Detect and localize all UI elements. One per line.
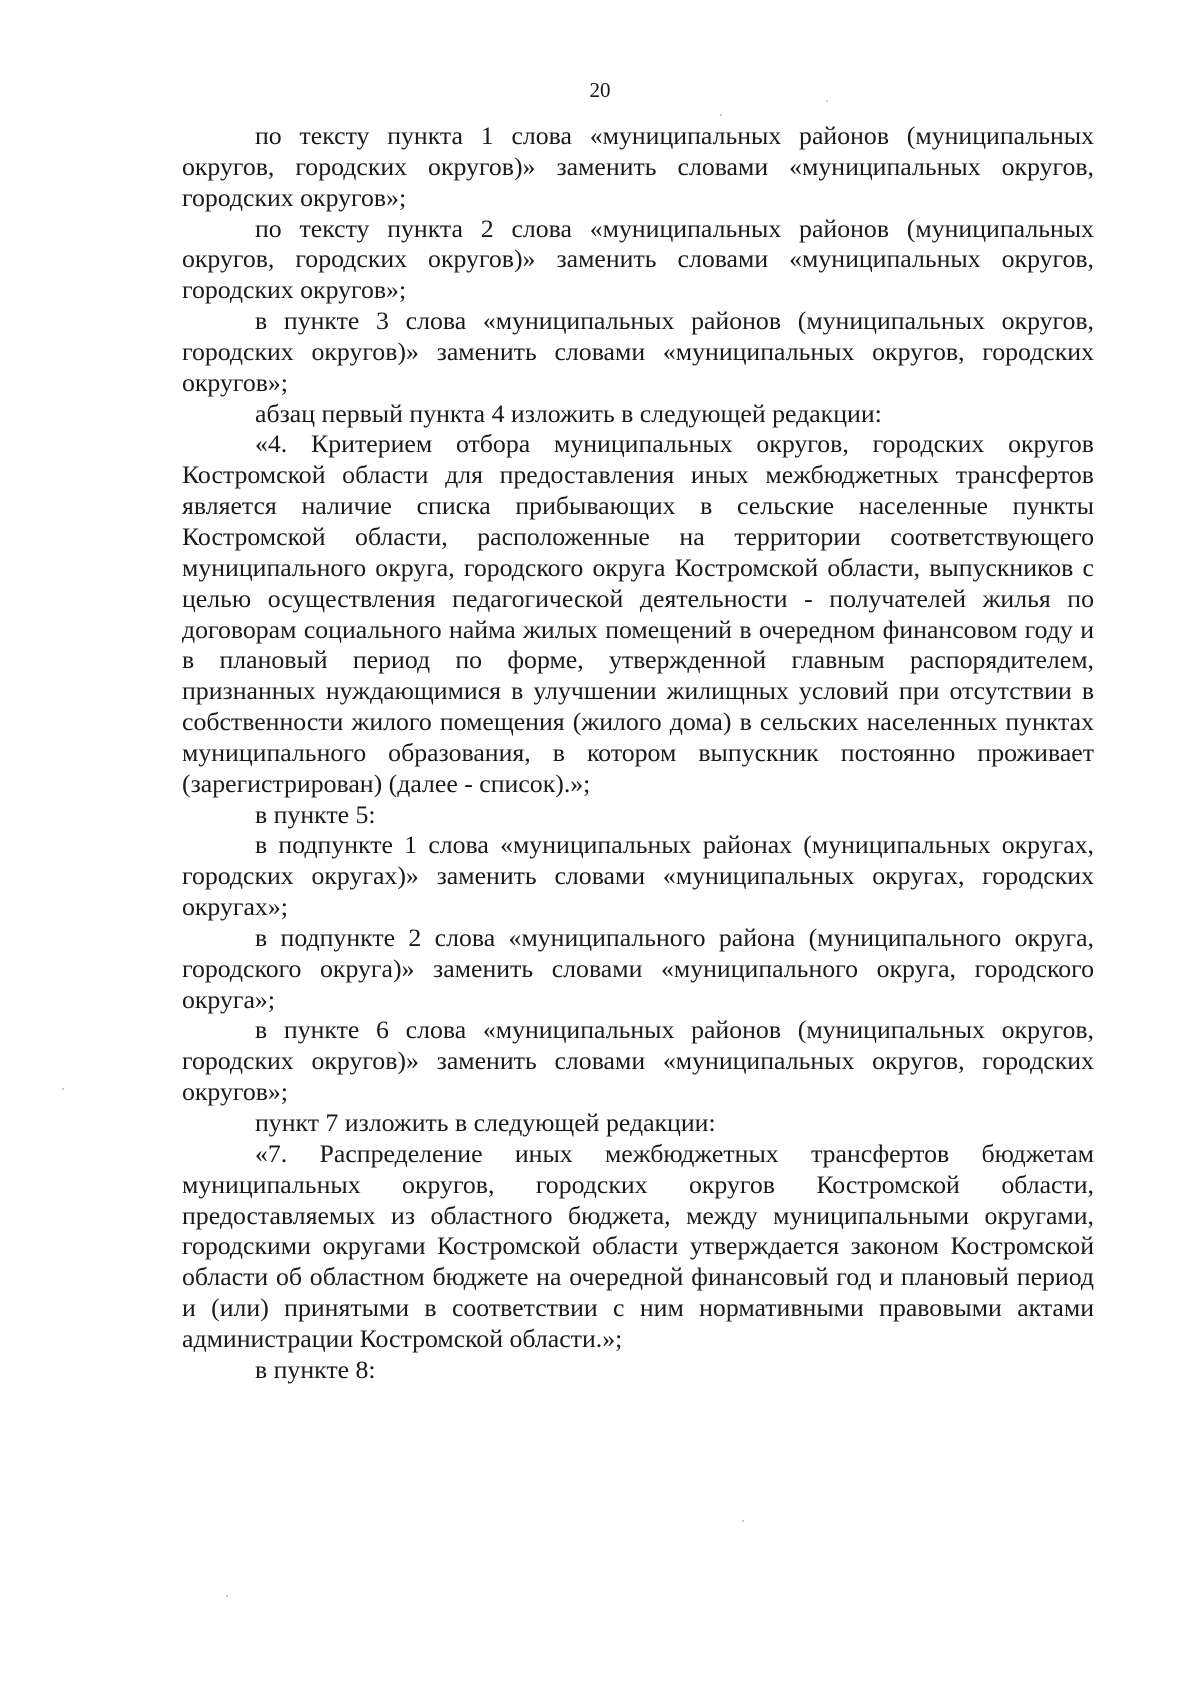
page-number: 20 (589, 78, 611, 102)
paragraph: в пункте 3 слова «муниципальных районов (муниципальных округов, городских округов)» заменить словами «муниципальных округов, городских округов»; (182, 306, 1094, 397)
scan-speck (62, 1088, 64, 1090)
scan-speck (720, 114, 722, 116)
paragraph: в подпункте 1 слова «муниципальных районах (муниципальных округах, городских округах)» заменить словами «муниципальных округах, городских округах»; (182, 830, 1094, 922)
paragraph: «4. Критерием отбора муниципальных округов, городских округов Костромской области для предоставления иных межбюджетных трансфертов является наличие списка прибывающих в сельские населенные пункты Костромской области, расположенные на территории соответствующего муниципального округа, городского округа Костромской области, выпускников с целью осуществления педагогической деятельности - получателей жилья по договорам социального найма жилых помещений в очередном финансовом году и в плановый период по форме, утвержденной главным распорядителем, признанных нуждающимися в улучшении жилищных условий при отсутствии в собственности жилого помещения (жилого дома) в сельских населенных пунктах муниципального образования, в котором выпускник постоянно проживает (зарегистрирован) (далее - список).»; (182, 429, 1094, 798)
paragraph: в пункте 6 слова «муниципальных районов (муниципальных округов, городских округов)» заменить словами «муниципальных округов, городских округов»; (182, 1015, 1094, 1107)
paragraph: «7. Распределение иных межбюджетных трансфертов бюджетам муниципальных округов, городских округов Костромской области, предоставляемых из областного бюджета, между муниципальными округами, городскими округами Костромской области утверждается законом Костромской области об областном бюджете на очередной финансовый год и плановый период и (или) принятыми в соответствии с ним нормативными правовыми актами администрации Костромской области.»; (182, 1138, 1094, 1353)
paragraph: в пункте 8: (255, 1354, 376, 1384)
paragraph: по тексту пункта 1 слова «муниципальных районов (муниципальных округов, городских округов)» заменить словами «муниципальных округов, городских округов»; (182, 121, 1094, 212)
scan-speck (226, 1595, 228, 1597)
scan-speck (742, 1520, 744, 1522)
paragraph: в подпункте 2 слова «муниципального района (муниципального округа, городского округа)» заменить словами «муниципального округа, городского округа»; (182, 922, 1094, 1014)
paragraph: по тексту пункта 2 слова «муниципальных районов (муниципальных округов, городских округов)» заменить словами «муниципальных округов, городских округов»; (182, 213, 1094, 305)
paragraph: пункт 7 изложить в следующей редакции: (255, 1108, 716, 1137)
document-body (182, 121, 1094, 1386)
paragraph: абзац первый пункта 4 изложить в следующей редакции: (255, 398, 882, 428)
paragraph: в пункте 5: (255, 799, 376, 829)
scan-speck (826, 100, 828, 102)
